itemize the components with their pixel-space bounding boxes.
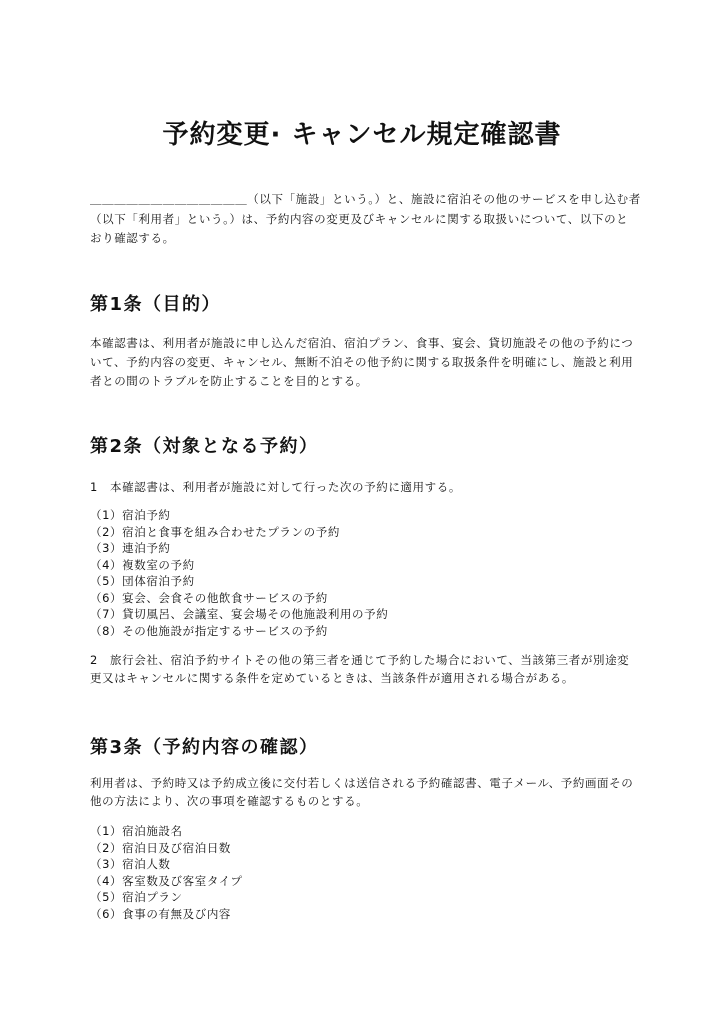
article-1-heading: 第1条（目的） bbox=[90, 294, 222, 315]
article-1-body-line: いて、予約内容の変更、キャンセル、無断不泊その他予約に関する取扱条件を明確にし、施設と利用 bbox=[90, 355, 634, 369]
list-item: （2）宿泊と食事を組み合わせたプランの予約 bbox=[90, 524, 340, 539]
document-title: 予約変更· キャンセル規定確認書 bbox=[162, 120, 562, 150]
list-item: （8）その他施設が指定するサービスの予約 bbox=[90, 623, 328, 638]
article-1-body bbox=[90, 334, 633, 391]
article-2-clause-1 bbox=[90, 478, 461, 497]
article-1-body-line: 者との間のトラブルを防止することを目的とする。 bbox=[90, 374, 368, 388]
list-item: （5）団体宿泊予約 bbox=[90, 574, 195, 588]
article-3-body-line: 利用者は、予約時又は予約成立後に交付若しくは送信される予約確認書、電子メール、予約画面その bbox=[90, 776, 634, 790]
article-3-item-list bbox=[90, 823, 243, 922]
article-3-body-line: 他の方法により、次の事項を確認するものとする。 bbox=[90, 794, 369, 808]
article-3-heading: 第3条（予約内容の確認） bbox=[90, 737, 319, 758]
list-item: （4）複数室の予約 bbox=[90, 557, 195, 572]
list-item: （4）客室数及び客室タイプ bbox=[90, 873, 243, 888]
article-2-clause-2 bbox=[90, 652, 629, 687]
intro-line: （以下「利用者」という。）は、予約内容の変更及びキャンセルに関する取扱いについて、以下のと bbox=[90, 211, 629, 226]
intro-line: おり確認する。 bbox=[90, 231, 175, 245]
list-item: （7）貸切風呂、会議室、宴会場その他施設利用の予約 bbox=[90, 607, 389, 621]
article-2-clause-1-line: 1 本確認書は、利用者が施設に対して行った次の予約に適用する。 bbox=[90, 480, 461, 494]
article-3-body bbox=[90, 774, 633, 810]
list-item: （1）宿泊施設名 bbox=[90, 824, 183, 838]
article-2-item-list bbox=[90, 507, 388, 639]
list-item: （1）宿泊予約 bbox=[90, 508, 171, 522]
article-1-body-line: 本確認書は、利用者が施設に申し込んだ宿泊、宿泊プラン、食事、宴会、貸切施設その他の予約につ bbox=[90, 336, 634, 350]
list-item: （5）宿泊プラン bbox=[90, 890, 183, 904]
intro-line: ＿＿＿＿＿＿＿＿＿＿＿＿＿（以下「施設」という。）と、施設に宿泊その他のサービスを申し込む者 bbox=[90, 192, 641, 206]
list-item: （3）連泊予約 bbox=[90, 541, 171, 555]
list-item: （6）宴会、会食その他飲食サービスの予約 bbox=[90, 590, 328, 605]
article-2-clause-2-line: 更又はキャンセルに関する条件を定めているときは、当該条件が適用される場合がある。 bbox=[90, 670, 574, 685]
intro-paragraph bbox=[90, 190, 641, 249]
article-2-clause-2-line: 2 旅行会社、宿泊予約サイトその他の第三者を通じて予約した場合において、当該第三者が別途変 bbox=[90, 653, 630, 667]
list-item: （3）宿泊人数 bbox=[90, 857, 171, 871]
article-2-heading: 第2条（対象となる予約） bbox=[90, 436, 319, 457]
list-item: （2）宿泊日及び宿泊日数 bbox=[90, 840, 232, 855]
list-item: （6）食事の有無及び内容 bbox=[90, 906, 232, 921]
